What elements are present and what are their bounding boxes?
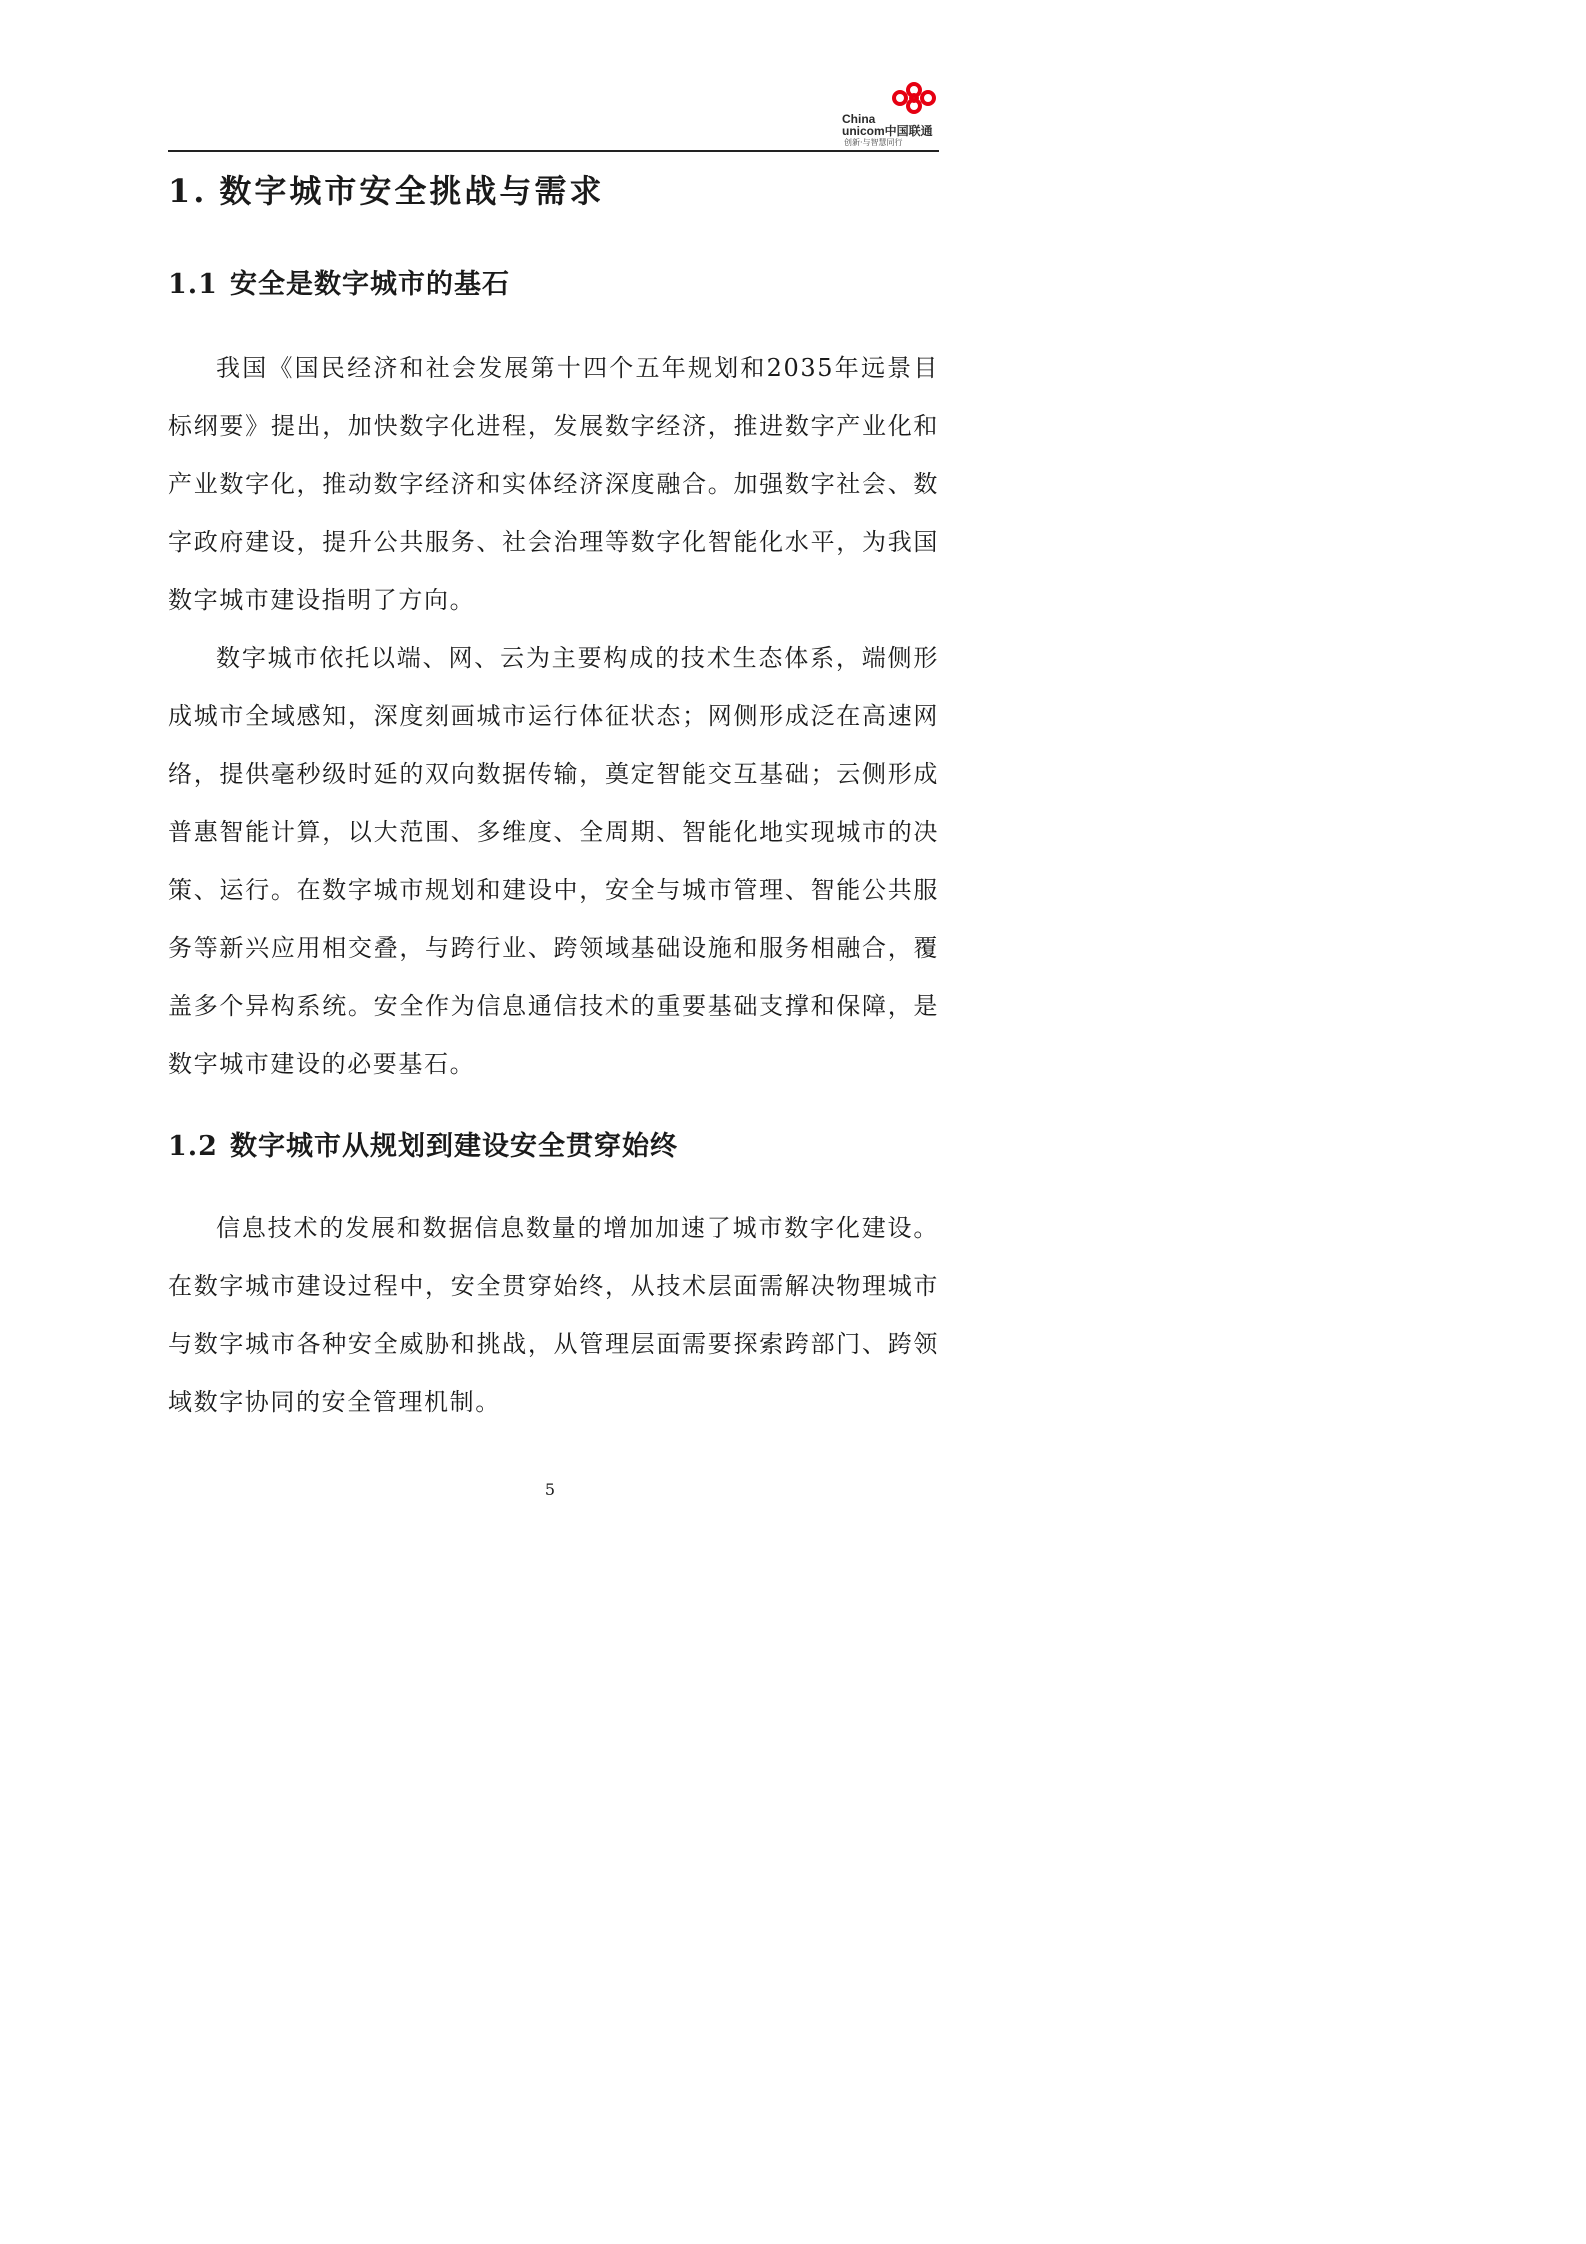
unicom-knot-icon	[886, 80, 942, 116]
section-number: 1.1	[168, 269, 218, 300]
chapter-heading	[168, 163, 948, 219]
body-paragraph: 信息技术的发展和数据信息数量的增加加速了城市数字化建设。在数字城市建设过程中，安全贯穿始终，从技术层面需解决物理城市与数字城市各种安全威胁和挑战，从管理层面需要探索跨部门、跨领域数字协同的安全管理机制。	[168, 1214, 939, 1416]
section-number: 1.2	[168, 1131, 218, 1162]
body-paragraph: 我国《国民经济和社会发展第十四个五年规划和2035年远景目标纲要》提出，加快数字化进程，发展数字经济，推进数字产业化和产业数字化，推动数字经济和实体经济深度融合。加强数字社会、数字政府建设，提升公共服务、社会治理等数字化智能化水平，为我国数字城市建设指明了方向。	[168, 354, 939, 614]
body-paragraph: 数字城市依托以端、网、云为主要构成的技术生态体系，端侧形成城市全域感知，深度刻画城市运行体征状态；网侧形成泛在高速网络，提供毫秒级时延的双向数据传输，奠定智能交互基础；云侧形成普惠智能计算，以大范围、多维度、全周期、智能化地实现城市的决策、运行。在数字城市规划和建设中，安全与城市管理、智能公共服务等新兴应用相交叠，与跨行业、跨领域基础设施和服务相融合，覆盖多个异构系统。安全作为信息通信技术的重要基础支撑和保障，是数字城市建设的必要基石。	[168, 644, 939, 1078]
chapter-number: 1.	[168, 172, 208, 210]
logo-word-china: China	[842, 112, 876, 126]
logo-word-unicom: unicom中国联通	[842, 124, 933, 138]
section-title: 数字城市从规划到建设安全贯穿始终	[229, 1131, 678, 1162]
section-title: 安全是数字城市的基石	[229, 269, 510, 300]
section-heading-1-2	[168, 1125, 948, 1169]
page-number: 5	[544, 1480, 556, 1499]
chapter-title: 数字城市安全挑战与需求	[219, 172, 605, 210]
logo-tagline: 创新·与智慧同行	[844, 138, 903, 147]
header-rule	[168, 150, 939, 152]
china-unicom-logo	[842, 80, 942, 148]
section-heading-1-1	[168, 263, 948, 307]
